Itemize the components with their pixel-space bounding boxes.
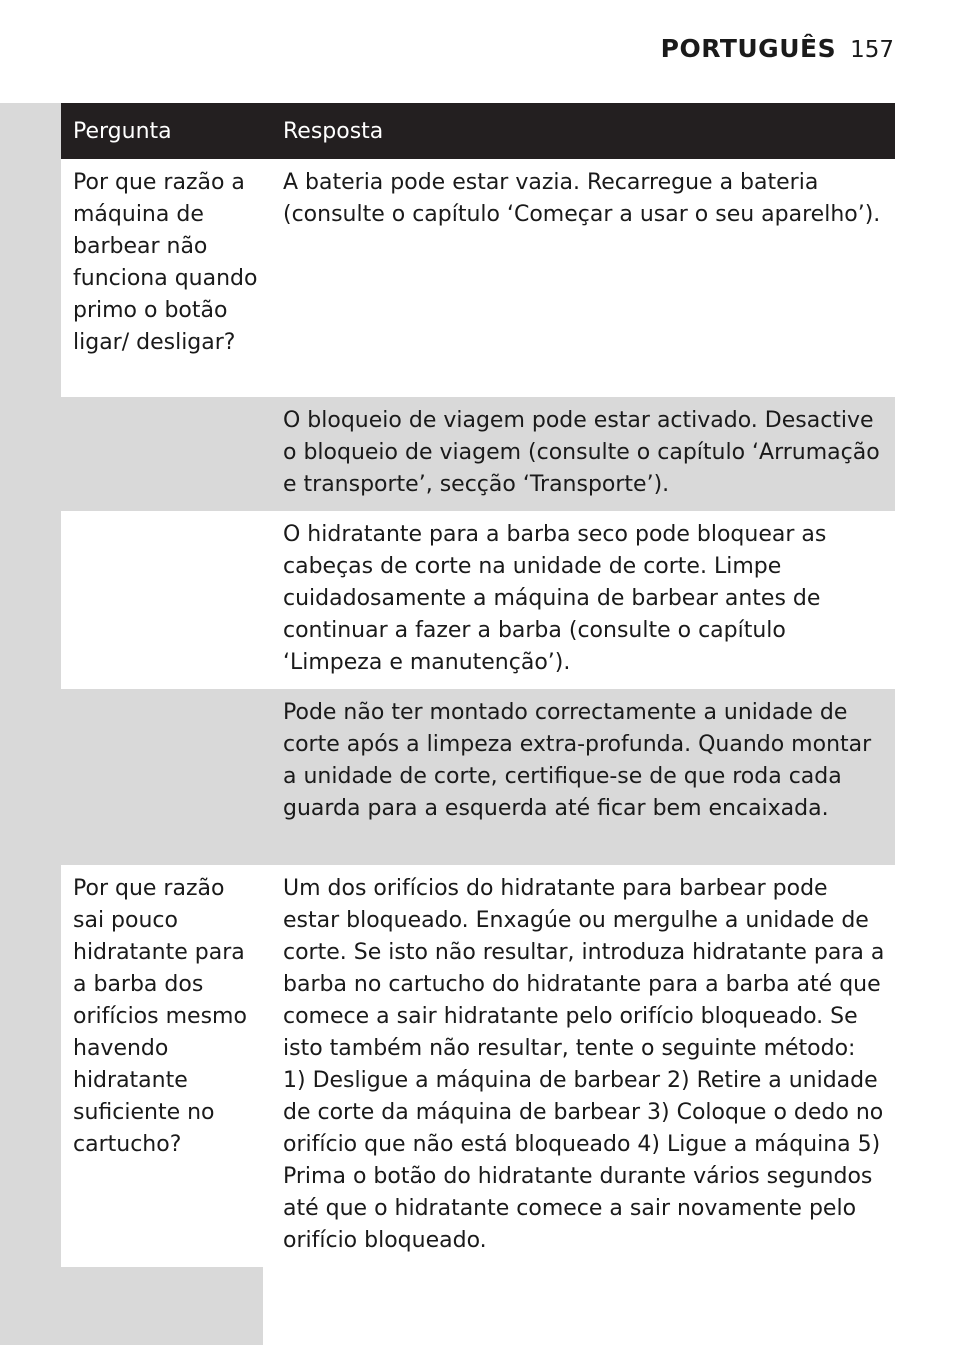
table-row bbox=[61, 865, 895, 1267]
page-number: 157 bbox=[850, 37, 894, 63]
question-cell bbox=[61, 397, 271, 511]
answer-cell: A bateria pode estar vazia. Recarregue a bateria (consulte o capítulo ‘Começar a usar o seu aparelho’). bbox=[271, 159, 895, 397]
question-cell bbox=[61, 511, 271, 689]
table-row bbox=[61, 397, 895, 511]
question-cell: Por que razão sai pouco hidratante para a barba dos orifícios mesmo havendo hidratante suficiente no cartucho? bbox=[61, 865, 271, 1267]
column-header-answer: Resposta bbox=[271, 103, 895, 159]
table-row bbox=[61, 689, 895, 865]
table-row bbox=[61, 159, 895, 397]
question-cell bbox=[61, 689, 271, 865]
table-header-row bbox=[61, 103, 895, 159]
column-header-question: Pergunta bbox=[61, 103, 271, 159]
answer-cell: O hidratante para a barba seco pode bloquear as cabeças de corte na unidade de corte. Limpe cuidadosamente a máquina de barbear antes de continuar a fazer a barba (consulte o capítulo ‘Limpeza e manutenção’). bbox=[271, 511, 895, 689]
page-header bbox=[661, 34, 894, 74]
troubleshooting-table bbox=[61, 103, 895, 1267]
answer-cell: O bloqueio de viagem pode estar activado. Desactive o bloqueio de viagem (consulte o capítulo ‘Arrumação e transporte’, secção ‘Transporte’). bbox=[271, 397, 895, 511]
language-title: PORTUGUÊS bbox=[660, 34, 837, 63]
answer-cell: Um dos orifícios do hidratante para barbear pode estar bloqueado. Enxagúe ou mergulhe a unidade de corte. Se isto não resultar, introduza hidratante para a barba no cartucho do hidratante para a barba até que comece a sair hidratante pelo orifício bloqueado. Se isto também não resultar, tente o seguinte método: 1) Desligue a máquina de barbear 2) Retire a unidade de corte da máquina de barbear 3) Coloque o dedo no orifício que não está bloqueado 4) Ligue a máquina 5) Prima o botão do hidratante durante vários segundos até que o hidratante comece a sair novamente pelo orifício bloqueado. bbox=[271, 865, 895, 1267]
answer-cell: Pode não ter montado correctamente a unidade de corte após a limpeza extra-profunda. Quando montar a unidade de corte, certifique-se de que roda cada guarda para a esquerda até ficar bem encaixada. bbox=[271, 689, 895, 865]
question-cell: Por que razão a máquina de barbear não funciona quando primo o botão ligar/ desligar? bbox=[61, 159, 271, 397]
table-row bbox=[61, 511, 895, 689]
